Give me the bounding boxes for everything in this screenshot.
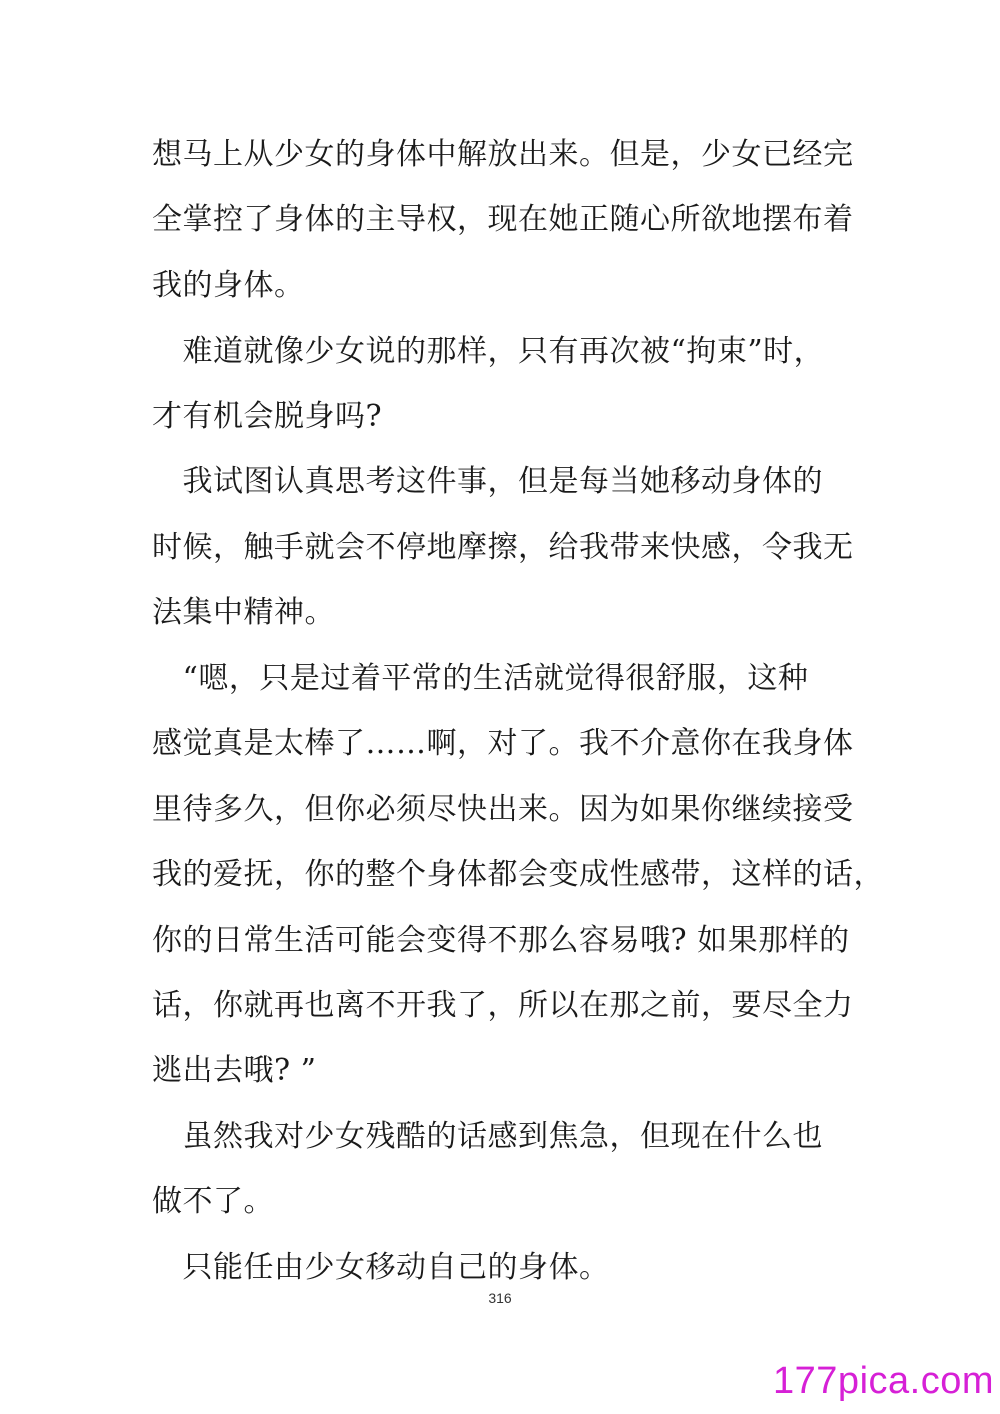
text-line: 虽然我对少女残酷的话感到焦急，但现在什么也	[152, 1119, 823, 1154]
text-line: 你的日常生活可能会变得不那么容易哦? 如果那样的	[152, 923, 850, 958]
text-line: 里待多久，但你必须尽快出来。因为如果你继续接受	[152, 792, 854, 827]
text-line: 只能任由少女移动自己的身体。	[152, 1250, 610, 1285]
text-line: 我试图认真思考这件事，但是每当她移动身体的	[152, 464, 823, 499]
text-line: 做不了。	[152, 1184, 274, 1219]
text-line: 我的爱抚，你的整个身体都会变成性感带，这样的话，	[152, 857, 884, 892]
text-line: 感觉真是太棒了……啊，对了。我不介意你在我身体	[152, 726, 854, 761]
text-line: 难道就像少女说的那样，只有再次被“拘束”时，	[152, 334, 825, 369]
text-line: “嗯，只是过着平常的生活就觉得很舒服，这种	[152, 661, 809, 696]
text-line: 法集中精神。	[152, 595, 335, 630]
page-number: 316	[488, 1290, 512, 1306]
text-line: 才有机会脱身吗?	[152, 399, 383, 434]
text-line: 时候，触手就会不停地摩擦，给我带来快感，令我无	[152, 530, 854, 565]
text-line: 逃出去哦? ”	[152, 1053, 317, 1088]
text-line: 全掌控了身体的主导权，现在她正随心所欲地摆布着	[152, 202, 854, 237]
text-line: 话，你就再也离不开我了，所以在那之前，要尽全力	[152, 988, 854, 1023]
text-line: 我的身体。	[152, 268, 305, 303]
text-line: 想马上从少女的身体中解放出来。但是，少女已经完	[152, 137, 854, 172]
watermark-text: 177pica.com	[773, 1360, 994, 1402]
